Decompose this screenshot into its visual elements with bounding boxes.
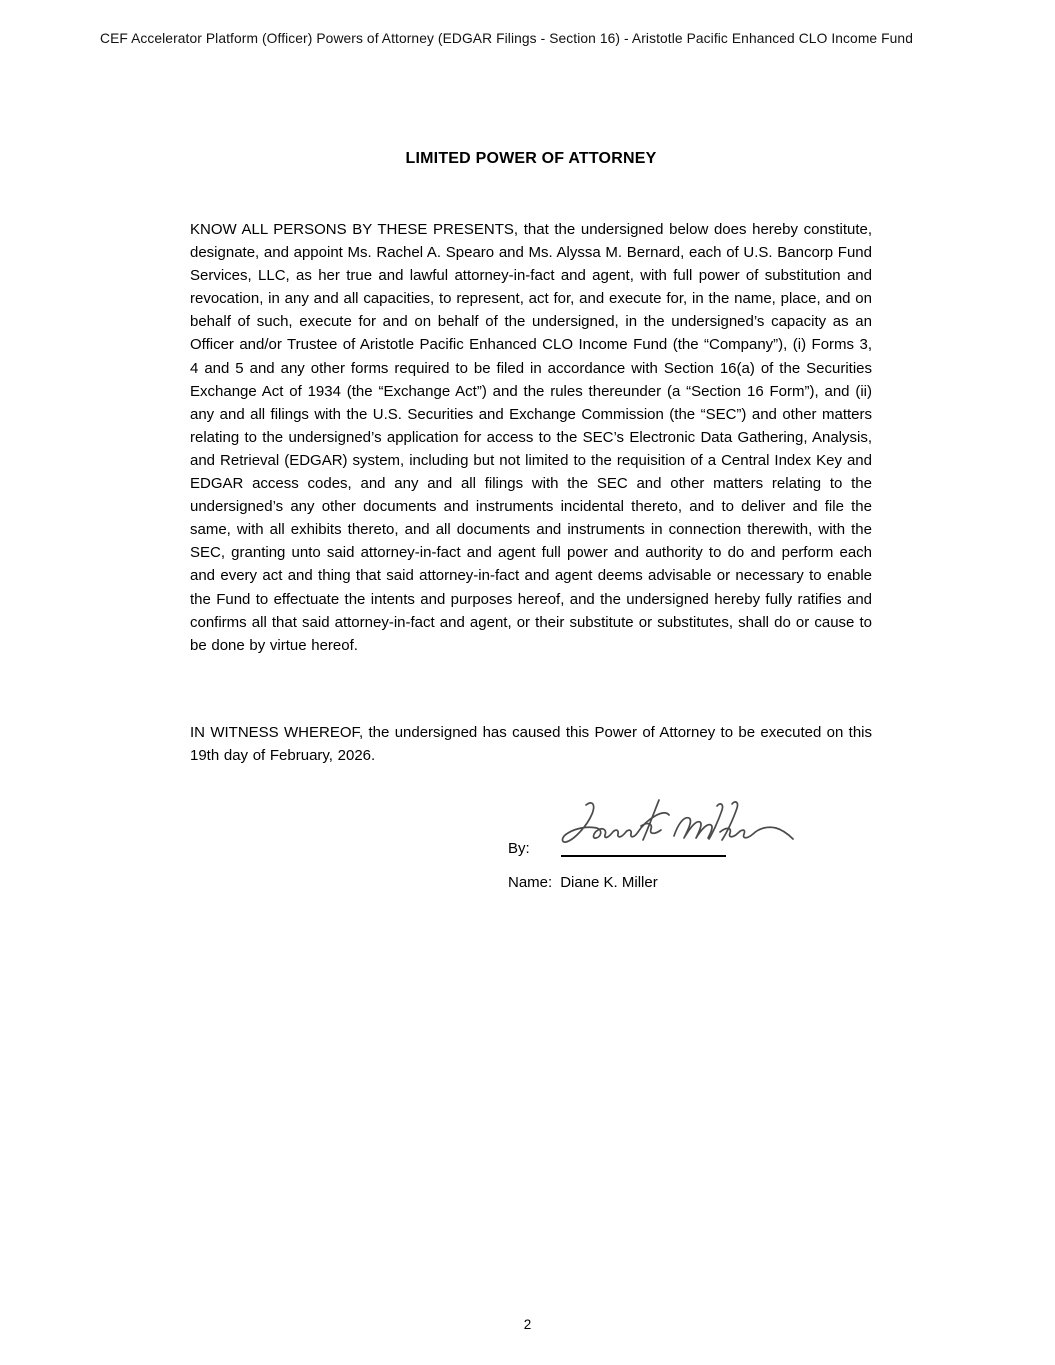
by-label: By: — [508, 840, 530, 857]
name-row — [508, 874, 658, 891]
signature-icon — [556, 795, 801, 855]
main-paragraph: KNOW ALL PERSONS BY THESE PRESENTS, that the undersigned below does hereby constitute, designate, and appoint Ms. Rachel A. Spearo and Ms. Alyssa M. Bernard, each of U.S. Bancorp Fund Services, LLC, as her true and lawful attorney-in-fact and agent, with full power of substitution and revocation, in any and all capacities, to represent, act for, and execute for, in the name, place, and on behalf of such, execute for and on behalf of the undersigned, in the undersigned’s capacity as an Officer and/or Trustee of Aristotle Pacific Enhanced CLO Income Fund (the “Company”), (i) Forms 3, 4 and 5 and any other forms required to be filed in accordance with Section 16(a) of the Securities Exchange Act of 1934 (the “Exchange Act”) and the rules thereunder (a “Section 16 Form”), and (ii) any and all filings with the U.S. Securities and Exchange Commission (the “SEC”) and other matters relating to the undersigned’s application for access to the SEC’s Electronic Data Gathering, Analysis, and Retrieval (EDGAR) system, including but not limited to the requisition of a Central Index Key and EDGAR access codes, and any and all filings with the SEC and other matters relating to the undersigned’s any other documents and instruments incidental thereto, and to deliver and file the same, with all exhibits thereto, and all documents and instruments in connection therewith, with the SEC, granting unto said attorney-in-fact and agent full power and authority to do and perform each and every act and thing that said attorney-in-fact and agent deems advisable or necessary to enable the Fund to effectuate the intents and purposes hereof, and the undersigned hereby fully ratifies and confirms all that said attorney-in-fact and agent, or their substitute or substitutes, shall do or cause to be done by virtue hereof. — [190, 221, 872, 654]
document-header: CEF Accelerator Platform (Officer) Powers of Attorney (EDGAR Filings - Section 16) - Aristotle Pacific Enhanced CLO Income Fund — [100, 31, 913, 46]
name-value: Diane K. Miller — [560, 874, 658, 891]
page-number: 2 — [523, 1317, 532, 1332]
witness-paragraph: IN WITNESS WHEREOF, the undersigned has caused this Power of Attorney to be executed on this 19th day of February, 2026. — [190, 724, 872, 765]
name-label: Name: — [508, 874, 553, 891]
document-title: LIMITED POWER OF ATTORNEY — [405, 150, 657, 167]
signature-line — [561, 855, 726, 857]
